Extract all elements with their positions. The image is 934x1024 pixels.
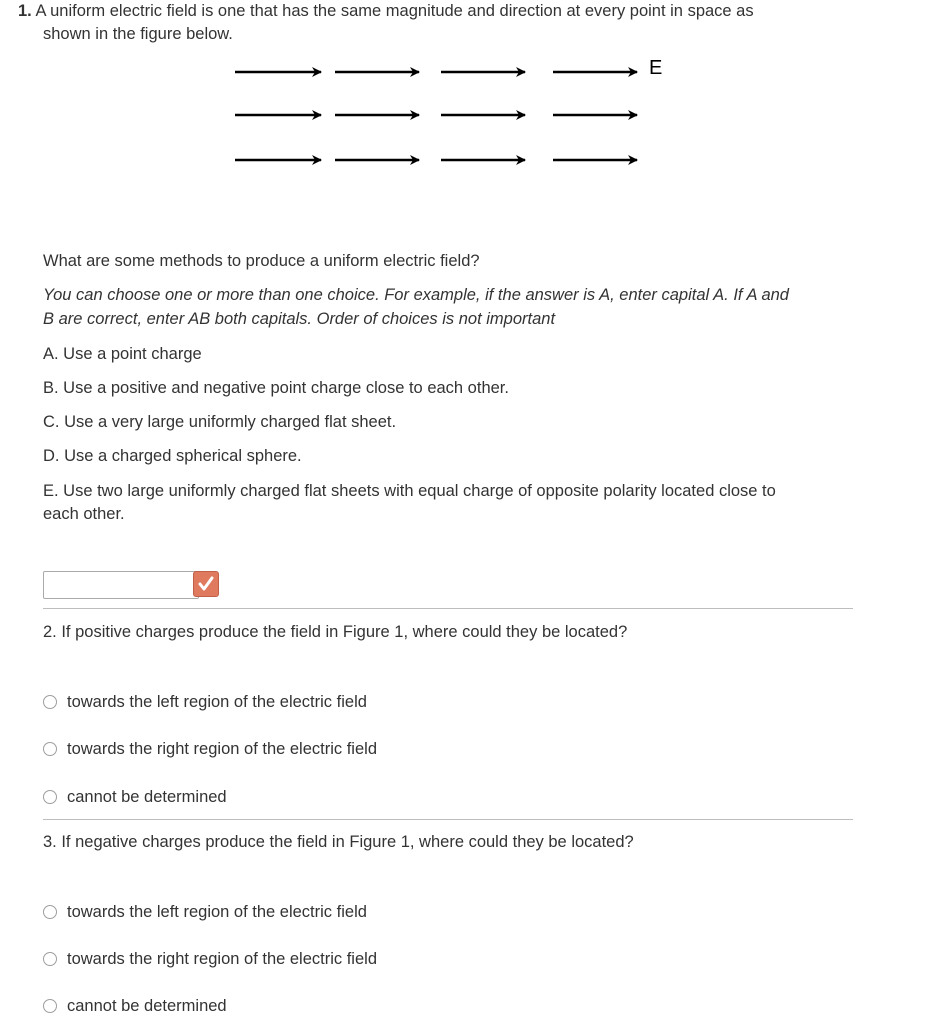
choice-a: A. Use a point charge	[43, 345, 202, 363]
question-3-prompt: 3. If negative charges produce the field in Figure 1, where could they be located?	[43, 833, 634, 851]
question-1-answer-input[interactable]	[43, 571, 199, 599]
radio-label: towards the right region of the electric field	[67, 949, 377, 968]
field-label-e: E	[649, 57, 663, 79]
radio-label: cannot be determined	[67, 787, 227, 806]
answer-check-badge	[193, 571, 219, 597]
divider	[43, 819, 853, 820]
question-2-option[interactable]	[43, 737, 377, 761]
radio-label: towards the right region of the electric field	[67, 739, 377, 758]
question-2-option[interactable]	[43, 785, 227, 809]
radio-button[interactable]	[43, 695, 57, 709]
uniform-field-figure	[225, 50, 685, 180]
choice-b: B. Use a positive and negative point charge close to each other.	[43, 379, 509, 397]
checkmark-icon	[194, 572, 218, 596]
question-3-option[interactable]	[43, 900, 367, 924]
choice-d: D. Use a charged spherical sphere.	[43, 447, 302, 465]
question-1-instructions-line2: B are correct, enter AB both capitals. Order of choices is not important	[43, 310, 556, 328]
question-1-prompt-line1: A uniform electric field is one that has the same magnitude and direction at every point in space as	[35, 2, 754, 20]
divider	[43, 608, 853, 609]
question-3-option[interactable]	[43, 994, 227, 1018]
question-1-question: What are some methods to produce a uniform electric field?	[43, 252, 480, 270]
question-2-option[interactable]	[43, 690, 367, 714]
question-1-prompt	[18, 0, 918, 23]
choice-c: C. Use a very large uniformly charged flat sheet.	[43, 413, 397, 431]
question-3-option[interactable]	[43, 947, 377, 971]
choice-e-line1: E. Use two large uniformly charged flat sheets with equal charge of opposite polarity located close to	[43, 482, 776, 500]
question-1-prompt-line2: shown in the figure below.	[43, 25, 233, 43]
radio-button[interactable]	[43, 790, 57, 804]
radio-button[interactable]	[43, 999, 57, 1013]
choice-e-line2: each other.	[43, 505, 125, 523]
question-2-prompt: 2. If positive charges produce the field in Figure 1, where could they be located?	[43, 623, 628, 641]
radio-label: towards the left region of the electric field	[67, 692, 367, 711]
question-1-instructions-line1: You can choose one or more than one choice. For example, if the answer is A, enter capital A. If A and	[43, 286, 789, 304]
radio-label: towards the left region of the electric field	[67, 902, 367, 921]
radio-button[interactable]	[43, 905, 57, 919]
radio-label: cannot be determined	[67, 996, 227, 1015]
radio-button[interactable]	[43, 952, 57, 966]
question-1-number: 1.	[18, 2, 32, 20]
radio-button[interactable]	[43, 742, 57, 756]
